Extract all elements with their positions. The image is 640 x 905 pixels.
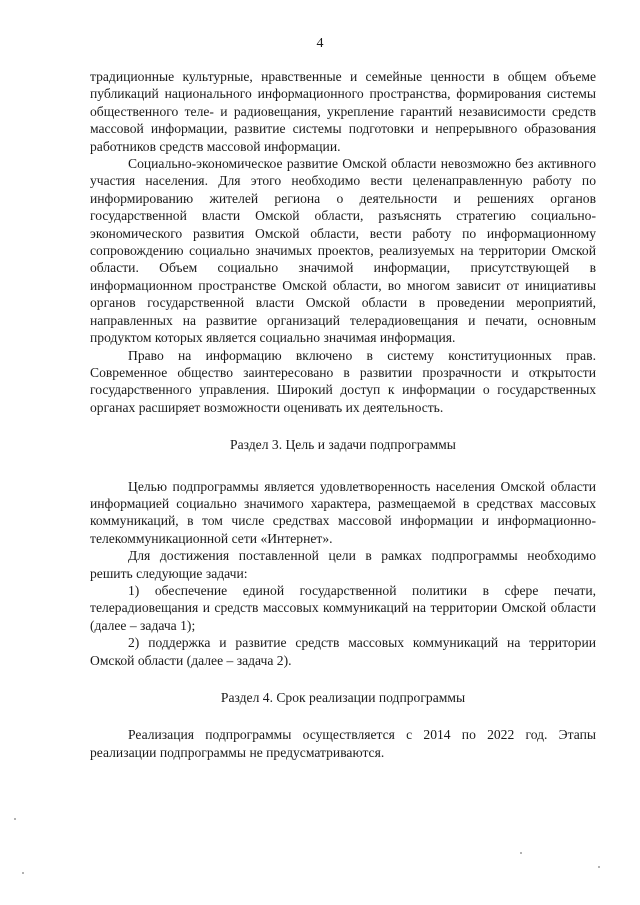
section-3-heading: Раздел 3. Цель и задачи подпрограммы	[230, 437, 456, 453]
paragraph-right-to-information: Право на информацию включено в систему конституционных прав. Современное общество заинтересовано в развитии прозрачности и открытости государственного управления. Широкий доступ к информации о государственных органах расширяет возможности оценивать их деятельность.	[90, 347, 596, 415]
section-3-task-1: 1) обеспечение единой государственной политики в сфере печати, телерадиовещания и средств массовых коммуникаций на территории Омской области (далее – задача 1);	[90, 582, 596, 633]
section-3-tasks-intro: Для достижения поставленной цели в рамках подпрограммы необходимо решить следующие задачи:	[90, 548, 596, 581]
section-3-task-2: 2) поддержка и развитие средств массовых коммуникаций на территории Омской области (далее – задача 2).	[90, 635, 596, 668]
document-body	[90, 68, 596, 761]
scan-speck	[598, 866, 600, 868]
section-4-paragraph: Реализация подпрограммы осуществляется с 2014 по 2022 год. Этапы реализации подпрограммы не предусматриваются.	[90, 727, 596, 760]
paragraph-socioeconomic: Социально-экономическое развитие Омской области невозможно без активного участия населения. Для этого необходимо вести целенаправленную работу по информированию жителей региона о деятельности и решениях органов государственной власти Омской области, разъяснять стратегию социально-экономического развития Омской области, вести работу по информационному сопровождению социально значимых проектов, реализуемых на территории Омской области. Объем социально значимой информации, присутствующей в информационном пространстве Омской области, во многом зависит от инициативы органов государственной власти Омской области в проведении мероприятий, направленных на развитие организаций телерадиовещания и печати, основным продуктом которых является социально значимая информация.	[90, 156, 596, 346]
section-3-goal-paragraph: Целью подпрограммы является удовлетворенность населения Омской области информацией социально значимого характера, размещаемой в средствах массовых коммуникаций, в том числе средствах массовой информации и информационно-телекоммуникационной сети «Интернет».	[90, 478, 596, 546]
scan-speck	[14, 818, 16, 820]
scan-speck	[520, 852, 522, 854]
scan-speck	[22, 872, 24, 874]
page-number: 4	[316, 36, 324, 51]
section-4-heading: Раздел 4. Срок реализации подпрограммы	[220, 690, 466, 705]
paragraph-continuation: традиционные культурные, нравственные и семейные ценности в общем объеме публикаций национального информационного пространства, формирования системы общественного теле- и радиовещания, укрепление гарантий независимости средств массовой информации, развитие системы подготовки и непрерывного образования работников средств массовой информации.	[90, 69, 596, 154]
